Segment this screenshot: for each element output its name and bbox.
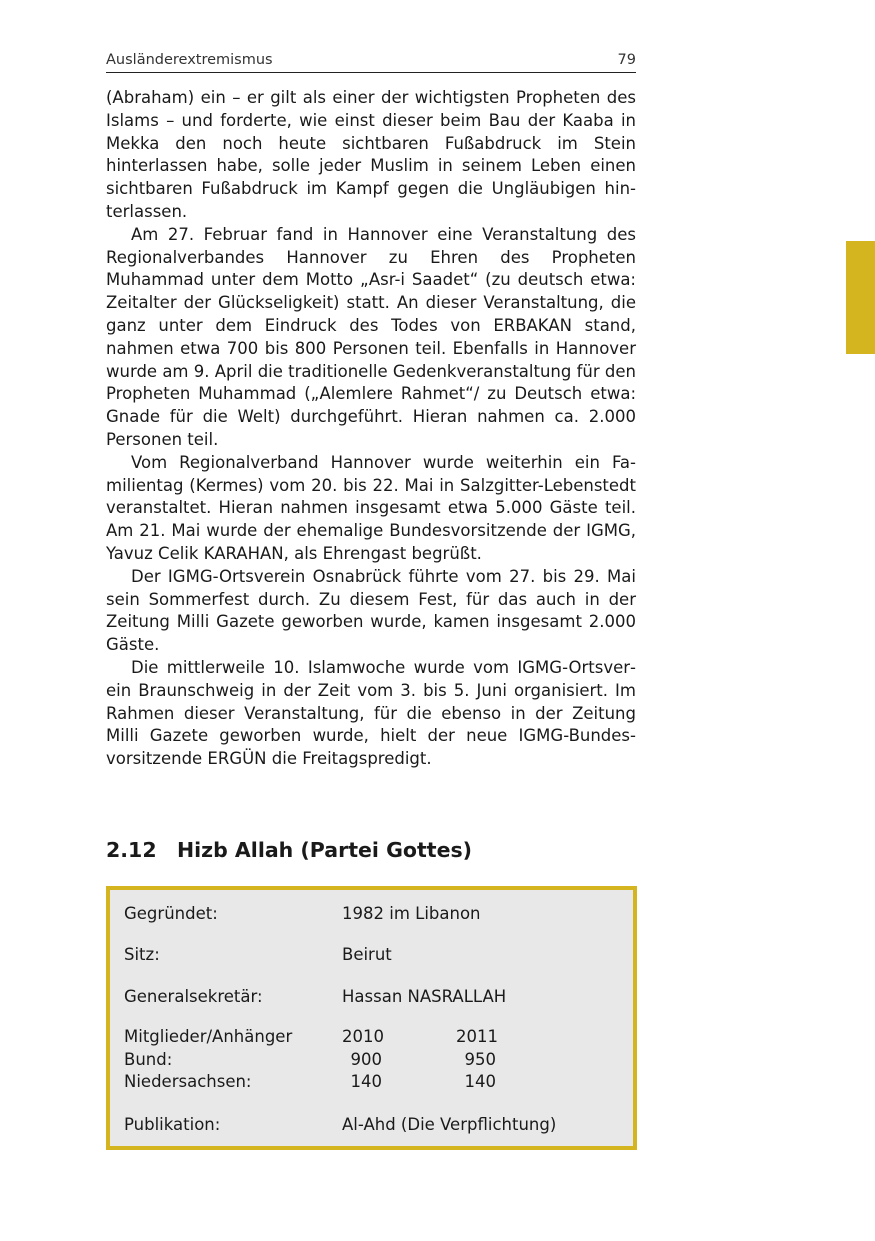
- members-row-label: Niedersachsen:: [124, 1072, 252, 1091]
- info-value: 1982 im Libanon: [342, 904, 481, 923]
- info-label: Publikation:: [124, 1115, 221, 1134]
- thumb-index-tab: [846, 241, 875, 354]
- members-value: 950: [464, 1049, 496, 1069]
- paragraph: Der IGMG-Ortsverein Osnabrück führte vom 27. bis 29. Mai sein Sommerfest durch. Zu diesem Fest, für das auch in der Zeitung Milli Gazete geworben wurde, kamen insgesamt 2.000 Gäste.: [106, 566, 636, 655]
- paragraph: (Abraham) ein – er gilt als einer der wichtigsten Propheten des Islams – und forderte, wie einst dieser beim Bau der Kaaba in Mekka den noch heute sichtbaren Fußabdruck im Stein hinterlassen habe, solle jeder Muslim in seinem Leben einen sichtbaren Fußabdruck im Kampf gegen die Ungläubigen hinterlassen.: [106, 88, 636, 221]
- paragraph: Vom Regionalverband Hannover wurde weiterhin ein Familientag (Kermes) vom 20. bis 22. Mai in Salzgitter-Lebenstedt veranstaltet. Hieran nahmen insgesamt etwa 5.000 Gäste teil. Am 21. Mai wurde der ehemalige Bundesvorsitzende der IGMG, Yavuz Celik KARAHAN, als Ehrengast begrüßt.: [106, 452, 636, 563]
- info-label: Generalsekretär:: [124, 987, 263, 1006]
- organization-info-box: [106, 886, 637, 1150]
- members-year-2010: 2010: [342, 1027, 384, 1046]
- paragraph: Am 27. Februar fand in Hannover eine Veranstaltung des Regionalverbandes Hannover zu Ehren des Propheten Muhammad unter dem Motto „Asr-i Saadet“ (zu deutsch etwa: Zeitalter der Glückseligkeit) statt. An dieser Veranstaltung, die ganz unter dem Eindruck des Todes von ERBAKAN stand, nahmen etwa 700 bis 800 Personen teil. Ebenfalls in Hannover wurde am 9. April die traditionelle Gedenkveranstaltung für den Propheten Muhammad („Alemlere Rahmet“/ zu Deutsch etwa: Gnade für die Welt) durchgeführt. Hieran nahmen ca. 2.000 Personen teil.: [106, 224, 636, 449]
- paragraph: Die mittlerweile 10. Islamwoche wurde vom IGMG-Ortsverein Braunschweig in der Zeit vom 3. bis 5. Juni organisiert. Im Rahmen dieser Veranstaltung, für die ebenso in der Zeitung Milli Gazete geworben wurde, hielt der neue IGMG-Bundesvorsitzende ERGÜN die Freitagspredigt.: [106, 657, 636, 769]
- body-text: [106, 87, 636, 771]
- members-value: 140: [464, 1072, 496, 1091]
- section-heading: [106, 838, 636, 862]
- info-value: Beirut: [342, 945, 392, 964]
- members-table: [124, 1026, 624, 1096]
- members-value: 140: [350, 1072, 382, 1091]
- running-head: [106, 52, 636, 73]
- members-label: Mitglieder/Anhänger: [124, 1027, 293, 1046]
- page-number: 79: [617, 52, 636, 68]
- info-label: Sitz:: [124, 945, 160, 964]
- running-head-title: Ausländerextremismus: [106, 52, 273, 68]
- info-value: Hassan NASRALLAH: [342, 987, 507, 1006]
- info-value: Al-Ahd (Die Verpflichtung): [342, 1115, 557, 1134]
- section-title: Hizb Allah (Partei Gottes): [177, 838, 473, 862]
- members-year-2011: 2011: [456, 1027, 498, 1046]
- section-number: 2.12: [106, 838, 157, 862]
- info-label: Gegründet:: [124, 904, 218, 923]
- members-value: 900: [350, 1049, 382, 1069]
- members-row-label: Bund:: [124, 1049, 173, 1069]
